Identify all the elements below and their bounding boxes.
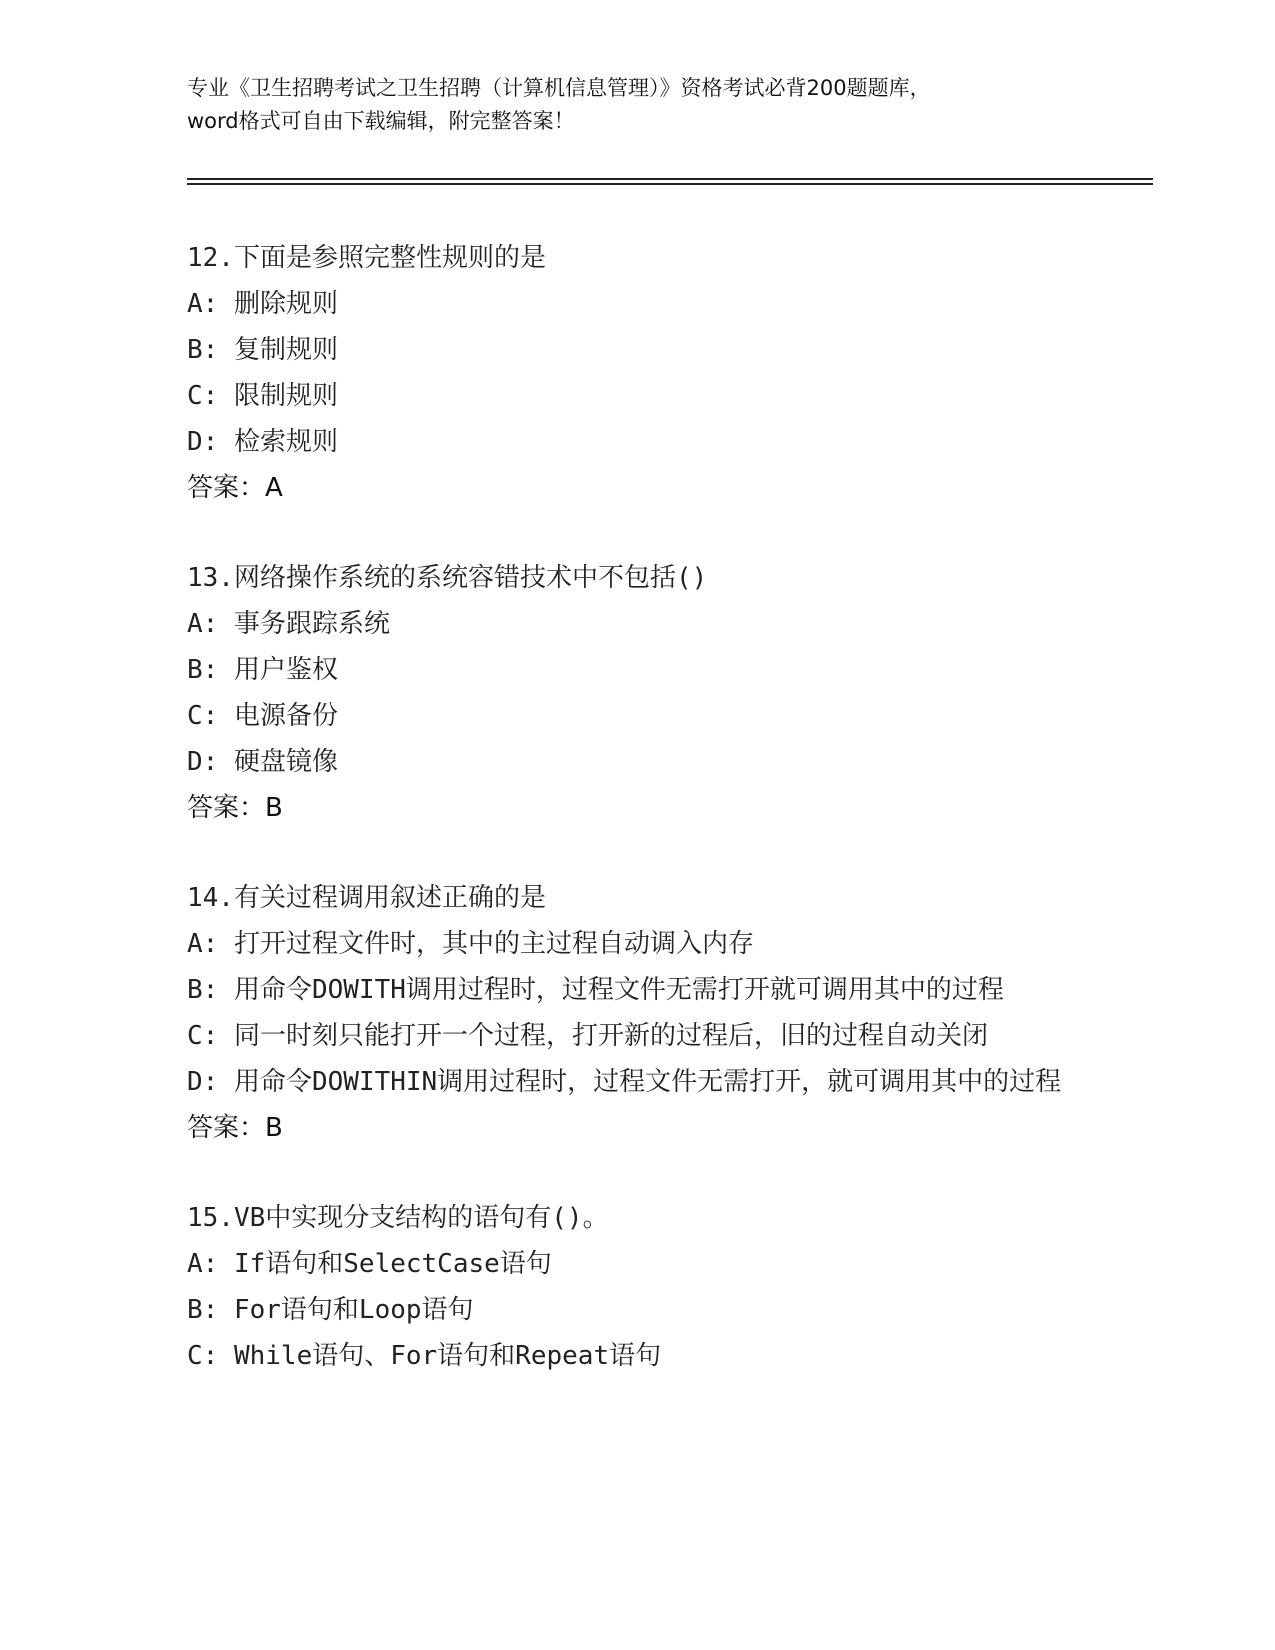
document-header <box>187 72 1087 138</box>
question-15 <box>187 1195 1087 1379</box>
header-divider-top <box>187 178 1153 180</box>
header-divider-bottom <box>187 183 1153 185</box>
option-b: B: 复制规则 <box>187 335 338 365</box>
option-a: A: 打开过程文件时，其中的主过程自动调入内存 <box>187 929 754 959</box>
option-c: C: 限制规则 <box>187 381 338 411</box>
option-c: C: 电源备份 <box>187 701 338 731</box>
answer: 答案：B <box>187 1113 283 1143</box>
question-14 <box>187 875 1087 1151</box>
option-d: D: 用命令DOWITHIN调用过程时，过程文件无需打开，就可调用其中的过程 <box>187 1067 1062 1097</box>
option-c: C: 同一时刻只能打开一个过程，打开新的过程后，旧的过程自动关闭 <box>187 1021 988 1051</box>
question-12 <box>187 235 1087 511</box>
header-line-2: word格式可自由下载编辑，附完整答案！ <box>187 109 575 133</box>
option-b: B: 用户鉴权 <box>187 655 338 685</box>
option-b: B: 用命令DOWITH调用过程时，过程文件无需打开就可调用其中的过程 <box>187 975 1004 1005</box>
option-a: A: 删除规则 <box>187 289 338 319</box>
header-line-1: 专业《卫生招聘考试之卫生招聘（计算机信息管理）》资格考试必背200题题库， <box>187 76 931 100</box>
question-stem: 13.网络操作系统的系统容错技术中不包括() <box>187 563 708 593</box>
question-list <box>187 235 1087 1423</box>
option-d: D: 硬盘镜像 <box>187 747 338 777</box>
answer: 答案：B <box>187 793 283 823</box>
option-d: D: 检索规则 <box>187 427 338 457</box>
question-stem: 14.有关过程调用叙述正确的是 <box>187 883 546 913</box>
option-c: C: While语句、For语句和Repeat语句 <box>187 1341 662 1371</box>
option-b: B: For语句和Loop语句 <box>187 1295 474 1325</box>
question-stem: 15.VB中实现分支结构的语句有()。 <box>187 1203 609 1233</box>
option-a: A: If语句和SelectCase语句 <box>187 1249 552 1279</box>
question-13 <box>187 555 1087 831</box>
question-stem: 12.下面是参照完整性规则的是 <box>187 243 546 273</box>
option-a: A: 事务跟踪系统 <box>187 609 390 639</box>
answer: 答案：A <box>187 473 283 503</box>
